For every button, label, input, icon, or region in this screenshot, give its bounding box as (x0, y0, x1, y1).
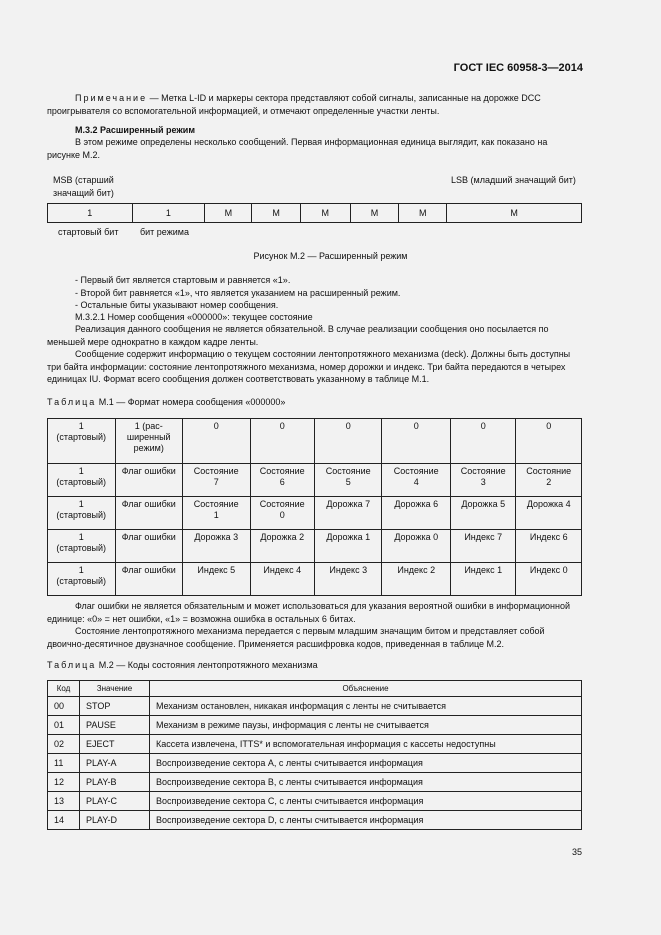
table-cell: Флаг ошибки (115, 497, 183, 530)
table-cell: 14 (48, 811, 80, 830)
bit-cell: M (300, 204, 350, 223)
paragraph: Флаг ошибки не является обязательным и может использоваться для указания вероятной ошибки в информационной единице: «0» = нет ошибки, «1» = возможна ошибка в остальных 6 битах. (47, 601, 571, 624)
table-cell: 11 (48, 754, 80, 773)
table-cell: PLAY-D (80, 811, 150, 830)
table-cell: Состояние 5 (314, 464, 382, 497)
table2-label: Таблица (47, 660, 97, 670)
note-label: Примечание (75, 93, 148, 103)
table-cell: 1 (стартовый) (48, 464, 116, 497)
table-cell: 1 (стартовый) (48, 563, 116, 596)
table-cell: Состояние 0 (250, 497, 314, 530)
table-cell: 1 (стартовый) (48, 530, 116, 563)
paragraph: Реализация данного сообщения не является обязательной. В случае реализации сообщения оно посылается по меньшей мере однократно в каждом кадре ленты. (47, 324, 549, 347)
table-cell: Дорожка 4 (516, 497, 582, 530)
list-item: - Первый бит является стартовым и равняется «1». (75, 275, 291, 285)
table-cell: Индекс 0 (516, 563, 582, 596)
list-item: - Второй бит равняется «1», что является указанием на расширенный режим. (75, 287, 401, 298)
table-cell: Дорожка 1 (314, 530, 382, 563)
table-row (48, 773, 582, 792)
table-cell: Состояние 4 (382, 464, 451, 497)
table-cell: Индекс 6 (516, 530, 582, 563)
table-cell: 13 (48, 792, 80, 811)
list-item: - Остальные биты указывают номер сообщения. (75, 300, 279, 310)
table-cell: PLAY-C (80, 792, 150, 811)
bit-cell: 1 (48, 204, 133, 223)
table-cell: 1 (рас- ширенный режим) (115, 419, 183, 464)
table-cell: Состояние 3 (450, 464, 515, 497)
section-heading: М.3.2 Расширенный режим (75, 125, 195, 135)
table-row (48, 563, 582, 596)
table-cell: Дорожка 7 (314, 497, 382, 530)
header-cell: Код (48, 681, 80, 697)
bit-cell: M (399, 204, 447, 223)
bit-cell: M (350, 204, 398, 223)
table1-label: Таблица (47, 397, 97, 407)
start-bit-label: стартовый бит (58, 227, 119, 237)
table1-caption (47, 396, 285, 409)
paragraph: Состояние лентопротяжного механизма передается с первым младшим значащим битом и представляет собой двоично-десятичное двузначное сообщение. Применяется расшифровка кодов, приведенная в таблице М.2. (47, 626, 545, 649)
table-cell: Кассета извлечена, ITTS* и вспомогательная информация с кассеты недоступны (150, 735, 582, 754)
table-row (48, 792, 582, 811)
table-cell: Воспроизведение сектора В, с ленты считывается информация (150, 773, 582, 792)
table-row (48, 464, 582, 497)
table-row (48, 697, 582, 716)
table-cell: Механизм остановлен, никакая информация с ленты не считывается (150, 697, 582, 716)
bullet-list (75, 274, 400, 312)
table-cell: Индекс 3 (314, 563, 382, 596)
table-cell: Дорожка 3 (183, 530, 251, 563)
table-cell: Состояние 7 (183, 464, 251, 497)
bit-cell: 1 (132, 204, 205, 223)
table-cell: Флаг ошибки (115, 563, 183, 596)
table-cell: 0 (183, 419, 251, 464)
table-cell: 00 (48, 697, 80, 716)
table-cell: Индекс 2 (382, 563, 451, 596)
table-cell: 02 (48, 735, 80, 754)
table-cell: Состояние 6 (250, 464, 314, 497)
table-cell: Дорожка 6 (382, 497, 451, 530)
bit-cell: M (205, 204, 252, 223)
table-row (48, 735, 582, 754)
table1-title: М.1 — Формат номера сообщения «000000» (96, 397, 286, 407)
table-cell: EJECT (80, 735, 150, 754)
table-header-row (48, 681, 582, 697)
table-cell: Индекс 7 (450, 530, 515, 563)
table-row (48, 716, 582, 735)
table-cell: Воспроизведение сектора С, с ленты считывается информация (150, 792, 582, 811)
section-intro: В этом режиме определены несколько сообщений. Первая информационная единица выглядит, как показано на рисунке М.2. (47, 137, 548, 160)
table-cell: Дорожка 5 (450, 497, 515, 530)
table-row (48, 811, 582, 830)
table-cell: Механизм в режиме паузы, информация с ленты не считывается (150, 716, 582, 735)
bit-cell: M (447, 204, 582, 223)
table-row (48, 497, 582, 530)
msb-label: MSB (старший значащий бит) (53, 175, 114, 198)
table-cell: 1 (стартовый) (48, 497, 116, 530)
mode-bit-label: бит режима (140, 227, 189, 237)
table-cell: 0 (250, 419, 314, 464)
table-cell: 12 (48, 773, 80, 792)
table-m1 (47, 418, 582, 596)
table-cell: Флаг ошибки (115, 530, 183, 563)
table-cell: PLAY-A (80, 754, 150, 773)
table-cell: Индекс 1 (450, 563, 515, 596)
paragraph: Сообщение содержит информацию о текущем состоянии лентопротяжного механизма (deck). Должны быть доступны три байта информации: состояние лентопротяжного механизма, номер дорожки и индекс. Три байта передаются в четырех единицах IU. Формат всего сообщения должен соответствовать указанному в таблице М.1. (47, 349, 571, 384)
table-cell: PAUSE (80, 716, 150, 735)
table2-title: М.2 — Коды состояния лентопротяжного механизма (96, 660, 318, 670)
table-cell: 1 (стартовый) (48, 419, 116, 464)
table-cell: Состояние 1 (183, 497, 251, 530)
figure-caption: Рисунок М.2 — Расширенный режим (253, 251, 408, 261)
table-m2 (47, 680, 582, 830)
lsb-label: LSB (младший значащий бит) (451, 175, 576, 185)
table-cell: Индекс 4 (250, 563, 314, 596)
table-cell: Состояние 2 (516, 464, 582, 497)
header-cell: Объяснение (150, 681, 582, 697)
table-row (48, 419, 582, 464)
header-cell: Значение (80, 681, 150, 697)
table-cell: 0 (314, 419, 382, 464)
table-cell: Воспроизведение сектора D, с ленты считывается информация (150, 811, 582, 830)
standard-header: ГОСТ IEC 60958-3—2014 (453, 62, 583, 74)
table-cell: STOP (80, 697, 150, 716)
table-row (48, 530, 582, 563)
bit-diagram (47, 203, 582, 223)
table-cell: 0 (450, 419, 515, 464)
page-number: 35 (571, 847, 582, 857)
note-text: — Метка L-ID и маркеры сектора представляют собой сигналы, записанные на дорожке DCC проигрывателя со вспомогательной информацией, и отмечают определенные участки ленты. (47, 93, 541, 116)
table-cell: 0 (382, 419, 451, 464)
table-cell: Дорожка 2 (250, 530, 314, 563)
table-cell: Флаг ошибки (115, 464, 183, 497)
table-row (48, 754, 582, 773)
table2-caption (47, 659, 318, 672)
table-cell: Дорожка 0 (382, 530, 451, 563)
table-cell: PLAY-B (80, 773, 150, 792)
table-cell: 0 (516, 419, 582, 464)
table-cell: Индекс 5 (183, 563, 251, 596)
bit-cell: M (252, 204, 300, 223)
subsection-heading: М.3.2.1 Номер сообщения «000000»: текущее состояние (75, 312, 313, 322)
table-cell: Воспроизведение сектора А, с ленты считывается информация (150, 754, 582, 773)
note (47, 92, 582, 117)
table-cell: 01 (48, 716, 80, 735)
